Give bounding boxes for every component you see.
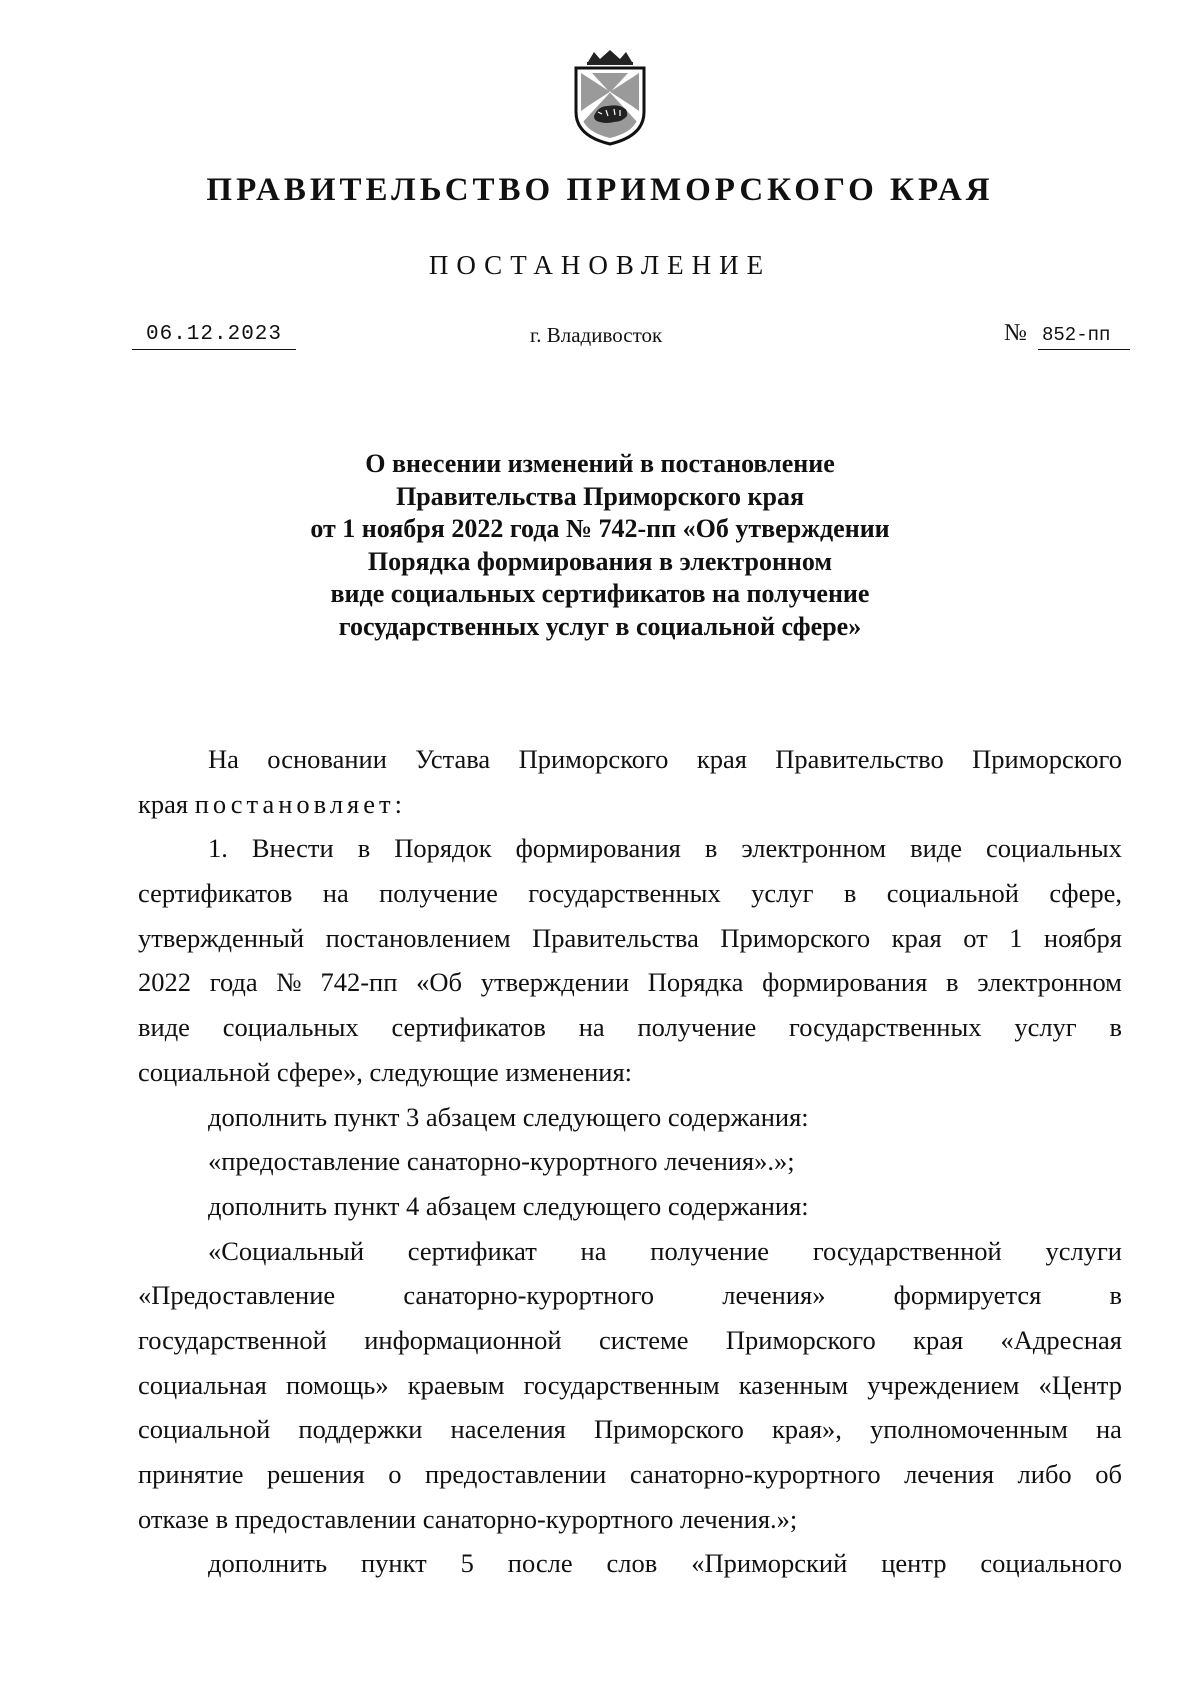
body-word: дополнить xyxy=(208,1548,328,1579)
body-word: государственной xyxy=(138,1324,327,1355)
body-word: в xyxy=(704,833,718,864)
document-body xyxy=(138,737,1122,1586)
body-word: решения xyxy=(267,1459,365,1489)
coat-of-arms-emblem xyxy=(572,50,648,146)
body-word: На xyxy=(208,744,239,774)
body-line xyxy=(138,916,1122,961)
body-line xyxy=(138,1452,1122,1497)
body-word: сертификатов xyxy=(391,1012,546,1043)
body-word: сертификатов xyxy=(138,878,293,909)
body-line: социальной сфере», следующие изменения: xyxy=(138,1056,633,1087)
body-word: в xyxy=(1109,1012,1122,1043)
body-line xyxy=(138,1318,1122,1363)
body-word: получение xyxy=(637,1012,757,1043)
body-word: в xyxy=(843,878,857,909)
body-word: края xyxy=(891,922,942,953)
body-word: постановлением xyxy=(325,922,511,953)
body-word: виде xyxy=(910,833,963,864)
subject-line: Порядка формирования в электронном xyxy=(367,546,833,576)
body-word: помощь» xyxy=(285,1369,389,1400)
body-line xyxy=(138,1273,1122,1318)
body-word: Приморского xyxy=(593,1414,744,1445)
body-word: услуг xyxy=(1014,1012,1077,1043)
body-word: предоставлении xyxy=(425,1459,607,1489)
body-line xyxy=(138,737,1122,782)
body-word: после xyxy=(507,1548,573,1579)
body-word: Порядок xyxy=(394,833,492,864)
body-word: от xyxy=(963,922,988,953)
body-word: социальная xyxy=(138,1369,267,1400)
body-word: Приморского xyxy=(725,1324,876,1355)
body-word: сертификат xyxy=(407,1235,537,1266)
body-word: «Об xyxy=(416,967,463,998)
body-line xyxy=(138,782,1122,827)
body-line xyxy=(138,1407,1122,1452)
body-word: формируется xyxy=(893,1280,1042,1311)
body-word: основании xyxy=(267,744,387,774)
body-word: года xyxy=(209,967,258,998)
body-line xyxy=(138,1229,1122,1274)
body-word: центр xyxy=(881,1548,947,1579)
body-word: поддержки xyxy=(298,1414,423,1445)
body-word: услуг xyxy=(751,878,814,909)
body-word: на xyxy=(578,1012,605,1043)
body-word: лечения xyxy=(904,1459,995,1489)
number-sign: № xyxy=(1004,320,1027,346)
body-word: 1 xyxy=(1009,922,1023,953)
body-word: населения xyxy=(450,1414,566,1445)
body-word: «Центр xyxy=(1038,1369,1122,1400)
body-word: «Приморский xyxy=(691,1548,848,1579)
body-line: отказе в предоставлении санаторно-курортного лечения.»; xyxy=(138,1503,798,1534)
body-line: «предоставление санаторно-курортного лечения».»; xyxy=(208,1146,795,1177)
body-word: казенным xyxy=(738,1369,849,1400)
emphasized-word: постановляет xyxy=(194,788,395,819)
body-line xyxy=(138,826,1122,871)
document-subject xyxy=(200,448,1000,644)
body-word: социальной xyxy=(138,1414,271,1445)
document-type: ПОСТАНОВЛЕНИЕ xyxy=(428,250,772,280)
body-line xyxy=(138,871,1122,916)
subject-line: О внесении изменений в постановление xyxy=(365,449,835,478)
subject-line: виде социальных сертификатов на получение xyxy=(330,579,870,609)
body-word: Приморского xyxy=(972,744,1122,774)
body-word: сфере, xyxy=(1049,878,1122,909)
body-word: 1. xyxy=(208,833,228,864)
body-line: дополнить пункт 3 абзацем следующего содержания: xyxy=(208,1101,809,1132)
body-word: электронном xyxy=(977,967,1122,998)
body-word: на xyxy=(1095,1414,1122,1445)
body-word: утверждении xyxy=(480,967,630,998)
body-word: «Адресная xyxy=(1000,1324,1122,1355)
body-word: Приморского xyxy=(720,922,871,953)
body-word: края», xyxy=(771,1414,842,1445)
body-word: № xyxy=(276,967,302,998)
body-word: 742-пп xyxy=(320,967,398,998)
body-word: на xyxy=(322,878,349,909)
body-line xyxy=(138,1363,1122,1408)
body-word: краевым xyxy=(407,1369,505,1400)
body-word: края xyxy=(696,744,747,774)
body-word: уполномоченным xyxy=(870,1414,1068,1445)
body-word: края xyxy=(913,1324,964,1355)
body-word: о xyxy=(388,1459,402,1489)
body-line xyxy=(138,1541,1122,1586)
body-word: Устава xyxy=(415,744,491,774)
body-word: Правительства xyxy=(532,922,699,953)
body-word: на xyxy=(580,1235,607,1266)
body-word: учреждением xyxy=(867,1369,1020,1400)
body-word: формирования xyxy=(515,833,681,864)
subject-line: государственных услуг в социальной сфере» xyxy=(338,611,862,641)
body-word: слов xyxy=(606,1548,658,1579)
body-word: получение xyxy=(650,1235,770,1266)
body-word: государственным xyxy=(523,1369,720,1400)
body-word: Порядка xyxy=(647,967,744,998)
body-word: утвержденный xyxy=(138,922,305,953)
body-word: информационной xyxy=(364,1324,562,1355)
body-line xyxy=(138,1005,1122,1050)
body-word: государственной xyxy=(812,1235,1002,1266)
body-word: государственных xyxy=(528,878,721,909)
body-line: дополнить пункт 4 абзацем следующего содержания: xyxy=(208,1190,809,1221)
document-number: 852-пп xyxy=(1038,321,1130,350)
body-word: ноября xyxy=(1043,922,1122,953)
body-word: Правительство xyxy=(775,744,944,774)
body-word: в xyxy=(946,967,959,998)
body-word: об xyxy=(1095,1459,1122,1489)
government-title: ПРАВИТЕЛЬСТВО ПРИМОРСКОГО КРАЯ xyxy=(206,172,994,208)
body-word: принятие xyxy=(138,1459,244,1489)
body-word: в xyxy=(357,833,371,864)
subject-line: Правительства Приморского края xyxy=(395,481,805,511)
document-city: г. Владивосток xyxy=(530,323,663,347)
body-line xyxy=(138,960,1122,1005)
body-word: 5 xyxy=(460,1548,474,1579)
body-word: санаторно-курортного xyxy=(403,1280,655,1311)
body-word: «Социальный xyxy=(208,1235,365,1266)
body-word: санаторно-курортного xyxy=(629,1459,881,1489)
body-word: 2022 xyxy=(138,967,191,998)
body-word: Приморского xyxy=(518,744,669,774)
body-word: в xyxy=(1109,1280,1122,1311)
body-word: формирования xyxy=(762,967,928,998)
body-word: государственных xyxy=(789,1012,982,1043)
body-word: Внести xyxy=(251,833,334,864)
body-word: социального xyxy=(980,1548,1122,1579)
body-text: края xyxy=(138,788,195,819)
body-word: социальных xyxy=(222,1012,359,1043)
body-word: системе xyxy=(598,1324,689,1355)
body-word: виде xyxy=(138,1012,190,1043)
body-word: либо xyxy=(1017,1459,1072,1489)
body-text: : xyxy=(394,788,402,819)
body-word: лечения» xyxy=(722,1280,826,1311)
document-date: 06.12.2023 xyxy=(132,321,296,350)
body-word: получение xyxy=(379,878,498,909)
body-word: социальной xyxy=(886,878,1019,909)
body-word: электронном xyxy=(741,833,887,864)
body-word: «Предоставление xyxy=(138,1280,336,1311)
body-word: пункт xyxy=(360,1548,427,1579)
subject-line: от 1 ноября 2022 года № 742-пп «Об утверждении xyxy=(310,514,890,544)
body-word: услуги xyxy=(1045,1235,1122,1266)
body-word: социальных xyxy=(986,833,1122,864)
